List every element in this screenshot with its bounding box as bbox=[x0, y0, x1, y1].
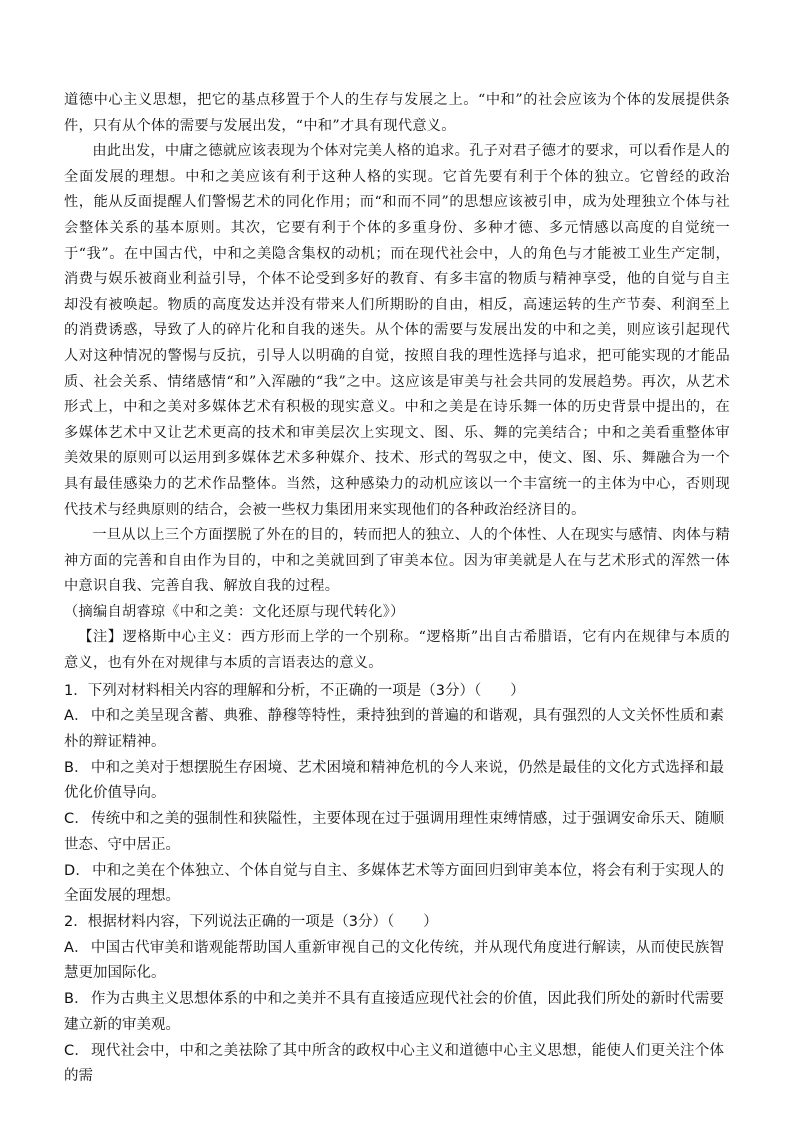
paragraph-3: 一旦从以上三个方面摆脱了外在的目的，转而把人的独立、人的个体性、人在现实与感情、肉体与精神方面的完善和自由作为目的，中和之美就回到了审美本位。因为审美就是人在与艺术形式的浑然一体中意识自我、完善自我、解放自我的过程。 bbox=[64, 527, 730, 595]
paragraph-1: 道德中心主义思想，把它的基点移置于个人的生存与发展之上。“中和”的社会应该为个体的发展提供条件，只有从个体的需要与发展出发，“中和”才具有现代意义。 bbox=[64, 92, 730, 134]
source-citation: （摘编自胡睿琼《中和之美：文化还原与现代转化》） bbox=[64, 603, 405, 620]
option-text: 中和之美在个体独立、个体自觉与自主、多媒体艺术等方面回归到审美本位，将会有利于实现人的全面发展的理想。 bbox=[64, 862, 725, 905]
option-a bbox=[64, 936, 730, 987]
option-letter: B． bbox=[64, 991, 89, 1008]
option-text: 中和之美对于想摆脱生存困境、艺术困境和精神危机的今人来说，仍然是最佳的文化方式选择和最优化价值导向。 bbox=[64, 759, 724, 802]
option-b bbox=[64, 756, 730, 807]
option-a bbox=[64, 704, 730, 755]
question-2 bbox=[64, 910, 730, 1090]
option-text: 中国古代审美和谐观能帮助国人重新审视自己的文化传统，并从现代角度进行解读，从而使民族智慧更加国际化。 bbox=[64, 939, 725, 982]
question-1 bbox=[64, 679, 730, 910]
option-letter: A． bbox=[64, 708, 89, 725]
question-list bbox=[64, 679, 730, 1090]
option-text: 传统中和之美的强制性和狭隘性，主要体现在过于强调用理性束缚情感，过于强调安命乐天、随顺世态、守中居正。 bbox=[64, 811, 725, 853]
question-stem: 1．下列对材料相关内容的理解和分析，不正确的一项是（3分）（ ） bbox=[64, 682, 525, 699]
option-text: 作为古典主义思想体系的中和之美并不具有直接适应现代社会的价值，因此我们所处的新时代需要建立新的审美观。 bbox=[64, 991, 724, 1033]
option-text: 中和之美呈现含蓄、典雅、静穆等特性，秉持独到的普遍的和谐观，具有强烈的人文关怀性质和素朴的辩证精神。 bbox=[64, 708, 725, 751]
option-text: 现代社会中，中和之美祛除了其中所含的政权中心主义和道德中心主义思想，能使人们更关注个体的需 bbox=[64, 1042, 725, 1085]
option-b bbox=[64, 987, 730, 1038]
option-letter: D． bbox=[64, 862, 91, 879]
paragraph-2: 由此出发，中庸之德就应该表现为个体对完美人格的追求。孔子对君子德才的要求，可以看作是人的全面发展的理想。中和之美应该有利于这种人格的实现。它首先要有利于个体的独立。它曾经的政治性，能从反面提醒人们警惕艺术的同化作用；而“和而不同”的思想应该被引申，成为处理独立个体与社会整体关系的基本原则。其次，它要有利于个体的多重身份、多种才德、多元情感以高度的自觉统一于“我”。在中国古代，中和之美隐含集权的动机；而在现代社会中，人的角色与才能被工业生产定制，消费与娱乐被商业利益引导，个体不论受到多好的教育、有多丰富的物质与精神享受，他的自觉与自主却没有被唤起。物质的高度发达并没有带来人们所期盼的自由，相反，高速运转的生产节奏、利润至上的消费诱惑，导致了人的碎片化和自我的迷失。从个体的需要与发展出发的中和之美，则应该引起现代人对这种情况的警惕与反抗，引导人以明确的自觉，按照自我的理性选择与追求，把可能实现的才能品质、社会关系、情绪感情“和”入浑融的“我”之中。这应该是审美与社会共同的发展趋势。再次，从艺术形式上，中和之美对多媒体艺术有积极的现实意义。中和之美是在诗乐舞一体的历史背景中提出的，在多媒体艺术中又让艺术更高的技术和审美层次上实现文、图、乐、舞的完美结合；中和之美看重整体审美效果的原则可以运用到多媒体艺术多种媒介、技术、形式的驾驭之中，使文、图、乐、舞融合为一个具有最佳感染力的艺术作品整体。当然，这种感染力的动机应该以一个丰富统一的主体为中心，否则现代技术与经典原则的结合，会被一些权力集团用来实现他们的各种政治经济目的。 bbox=[64, 143, 730, 518]
option-d bbox=[64, 859, 730, 910]
option-c bbox=[64, 807, 730, 858]
option-letter: B． bbox=[64, 759, 89, 776]
question-stem: 2．根据材料内容，下列说法正确的一项是（3分）（ ） bbox=[64, 913, 438, 930]
option-letter: A． bbox=[64, 939, 89, 956]
option-letter: C． bbox=[64, 1042, 90, 1059]
footnote: 【注】逻格斯中心主义：西方形而上学的一个别称。“逻格斯”出自古希腊语，它有内在规律与本质的意义，也有外在对规律与本质的言语表达的意义。 bbox=[64, 629, 730, 672]
reading-passage bbox=[64, 88, 730, 677]
option-c bbox=[64, 1039, 730, 1090]
option-letter: C． bbox=[64, 811, 90, 828]
